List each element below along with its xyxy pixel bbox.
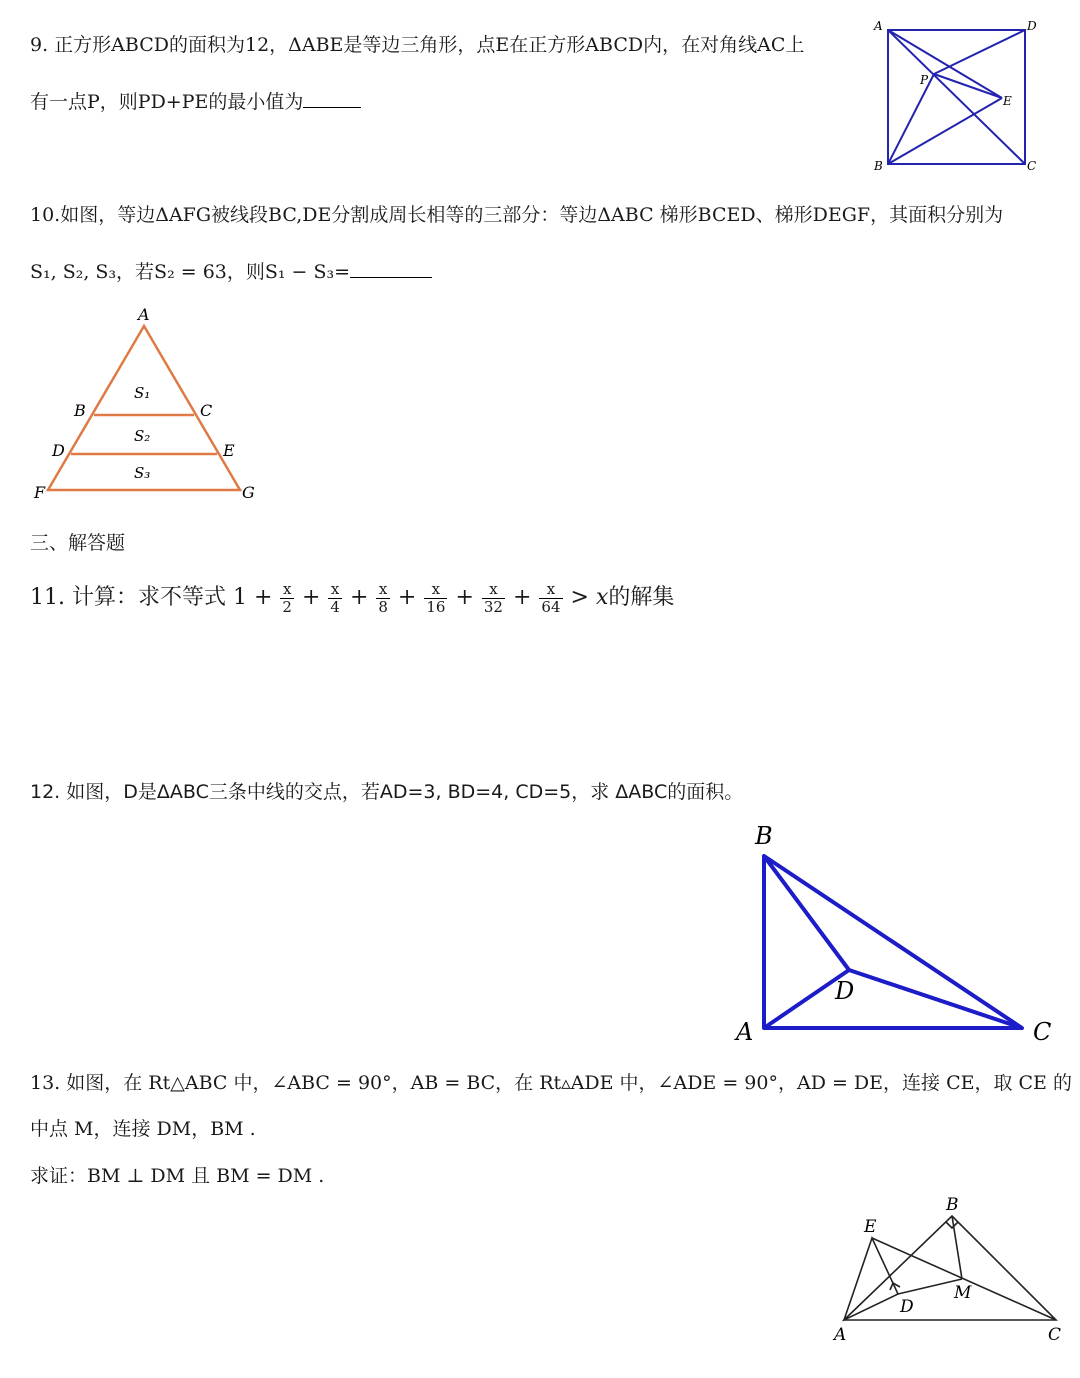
segment-bd (764, 856, 849, 970)
q10-label-s1: S₁ (134, 384, 151, 402)
q12-label-c: C (1033, 1018, 1052, 1046)
q9-line2 (30, 87, 361, 114)
q11-plus-2: + (349, 585, 369, 610)
q11-fraction-4: $\frac{x}{16}$ (426, 579, 446, 616)
q10-label-c: C (200, 401, 213, 420)
q11-plus-1: + (301, 585, 321, 610)
q12-figure (725, 818, 1065, 1050)
q9-label-c: C (1027, 159, 1037, 173)
segment-ae (888, 30, 1002, 98)
q9-label-a: A (874, 19, 883, 33)
q10-line2 (30, 257, 432, 284)
q13-label-a: A (834, 1325, 847, 1345)
q13-line2: 中点 M，连接 DM，BM . (30, 1118, 256, 1140)
q10-label-e: E (223, 441, 235, 460)
q11-var: x (595, 585, 609, 610)
q11-line (30, 576, 674, 620)
q11-prefix: 11. 计算：求不等式 1 + (30, 585, 273, 610)
q13-figure (828, 1192, 1068, 1352)
q11-fraction-6: $\frac{x}{64}$ (541, 579, 561, 616)
section-header-3: 三、解答题 (30, 532, 126, 554)
q11-plus-3: + (397, 585, 417, 610)
q9-label-b: B (874, 159, 883, 173)
q13-line1: 13. 如图，在 Rt△ABC 中，∠ABC = 90°，AB = BC，在 Rt▵ADE 中，∠ADE = 90°，AD = DE，连接 CE，取 CE 的 (30, 1072, 1072, 1094)
q13-label-d: D (900, 1297, 914, 1317)
q13-line3: 求证：BM ⊥ DM 且 BM = DM . (30, 1165, 325, 1187)
q11-fraction-2: $\frac{x}{4}$ (330, 579, 340, 616)
q11-plus-4: + (455, 585, 474, 610)
triangle-ade (844, 1238, 898, 1320)
q10-line2-text: S₁, S₂, S₃，若S₂ = 63，则S₁ − S₃= (30, 261, 351, 283)
q12-label-d: D (835, 977, 855, 1005)
segment-pd (934, 30, 1025, 74)
segment-dm (898, 1279, 962, 1294)
q12-label-b: B (755, 822, 773, 850)
q13-label-m: M (954, 1283, 972, 1303)
q13-label-e: E (864, 1217, 877, 1237)
segment-cd (849, 970, 1022, 1028)
q13-label-c: C (1048, 1325, 1062, 1345)
q9-answer-blank (303, 89, 361, 108)
q10-figure (28, 304, 268, 504)
q10-answer-blank (350, 259, 432, 278)
q12-line1: 12. 如图，D是ΔABC三条中线的交点，若AD=3, BD=4, CD=5，求 ΔABC的面积。 (30, 781, 744, 803)
q10-label-s2: S₂ (134, 427, 151, 445)
q10-line1: 10.如图，等边ΔAFG被线段BC,DE分割成周长相等的三部分：等边ΔABC 梯形BCED、梯形DEGF，其面积分别为 (30, 204, 1004, 226)
q11-plus-5: + (512, 585, 532, 610)
q9-label-p: P (920, 73, 929, 87)
q9-figure (870, 16, 1050, 178)
q9-label-e: E (1003, 94, 1012, 108)
q10-label-s3: S₃ (134, 464, 151, 482)
right-angle-b (946, 1222, 958, 1228)
q11-gt: > (570, 585, 589, 610)
q10-label-d: D (52, 441, 65, 460)
q12-label-a: A (736, 1018, 754, 1046)
q13-label-b: B (946, 1195, 959, 1215)
q10-label-f: F (34, 483, 46, 502)
q9-line2-text: 有一点P，则PD+PE的最小值为 (30, 91, 304, 113)
q11-fraction-3: $\frac{x}{8}$ (378, 579, 388, 616)
q9-label-d: D (1027, 19, 1037, 33)
q11-fraction-5: $\frac{x}{32}$ (483, 579, 503, 616)
q10-label-g: G (242, 483, 255, 502)
q10-label-a: A (138, 305, 150, 324)
q10-label-b: B (74, 401, 86, 420)
q12-figure-lines (764, 856, 1022, 1028)
q11-suffix: 的解集 (608, 585, 675, 610)
q9-line1: 9. 正方形ABCD的面积为12，ΔABE是等边三角形，点E在正方形ABCD内，在对角线AC上 (30, 34, 805, 56)
q11-fraction-1: $\frac{x}{2}$ (282, 579, 292, 616)
